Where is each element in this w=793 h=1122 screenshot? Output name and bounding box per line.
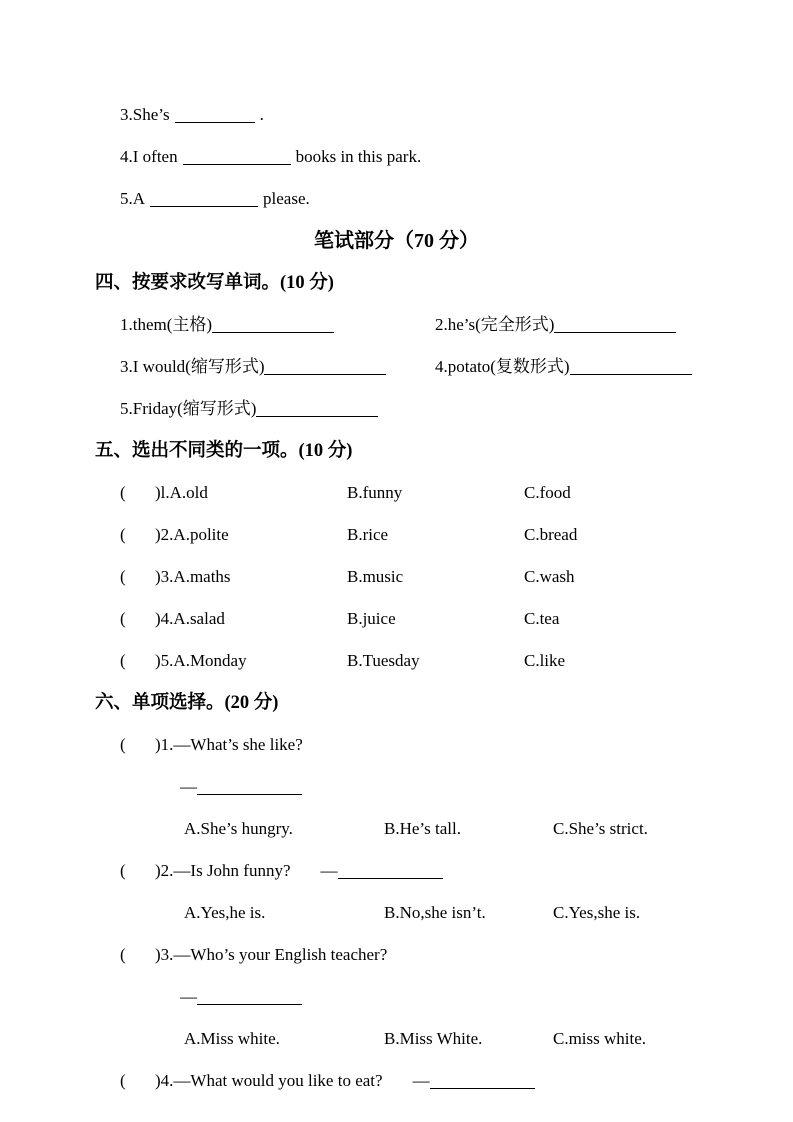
fill-item-3 (0, 94, 793, 136)
fill-item-prefix: 3.She’s (120, 105, 170, 124)
odd-one-out-row-2 (0, 514, 793, 556)
word-rewrite-label: 3.I would(缩写形式) (120, 357, 265, 376)
answer-paren: ( (120, 945, 126, 964)
odd-one-out-row-5 (0, 640, 793, 682)
option-b: B.He’s tall. (384, 819, 461, 838)
option-a: A.Miss white. (184, 1029, 280, 1048)
fill-item-suffix: . (259, 105, 264, 124)
answer-paren: ( (120, 525, 126, 544)
question-stem: )2.—Is John funny? (155, 861, 291, 880)
mc-q3-options-row (0, 1018, 793, 1060)
answer-paren: ( (120, 609, 126, 628)
word-rewrite-label: 5.Friday(缩写形式) (120, 399, 257, 418)
word-rewrite-item-5 (120, 388, 435, 430)
answer-blank (338, 865, 443, 879)
option-b: B.juice (347, 609, 396, 628)
answer-dash: — (180, 987, 197, 1006)
section-five-heading: 五、选出不同类的一项。(10 分) (95, 441, 353, 461)
option-c: C.tea (524, 609, 560, 628)
option-b: B.rice (347, 525, 389, 544)
word-rewrite-item-1 (120, 304, 435, 346)
odd-one-out-row-1 (0, 472, 793, 514)
option-c: C.wash (524, 567, 575, 586)
option-a: )l.A.old (155, 483, 208, 502)
fill-item-suffix: please. (263, 189, 310, 208)
word-rewrite-label: 4.potato(复数形式) (435, 357, 570, 376)
answer-paren: ( (120, 1071, 126, 1090)
answer-blank (175, 109, 255, 123)
option-c: C.miss white. (553, 1029, 647, 1048)
mc-q4-stem-row (0, 1060, 793, 1102)
answer-blank (264, 361, 386, 375)
mc-q3-stem-row (0, 934, 793, 976)
answer-blank (197, 781, 302, 795)
option-c: C.like (524, 651, 566, 670)
word-rewrite-label: 1.them(主格) (120, 315, 213, 334)
answer-blank (183, 151, 291, 165)
option-b: B.funny (347, 483, 403, 502)
word-rewrite-item-3 (120, 346, 435, 388)
option-a: )5.A.Monday (155, 651, 247, 670)
word-rewrite-label: 2.he’s(完全形式) (435, 315, 555, 334)
option-c: C.bread (524, 525, 578, 544)
answer-blank (150, 193, 258, 207)
option-c: C.food (524, 483, 571, 502)
word-rewrite-row-3 (0, 388, 793, 430)
answer-blank (570, 361, 692, 375)
odd-one-out-row-4 (0, 598, 793, 640)
answer-paren: ( (120, 483, 126, 502)
answer-blank (197, 991, 302, 1005)
written-part-heading: 笔试部分（70 分） (314, 230, 479, 252)
mc-q2-options-row (0, 892, 793, 934)
answer-dash: — (412, 1071, 430, 1090)
option-a: A.She’s hungry. (184, 819, 293, 838)
mc-q1-answer-row (0, 766, 793, 808)
option-a: )2.A.polite (155, 525, 229, 544)
odd-one-out-row-3 (0, 556, 793, 598)
mc-q1-stem-row (0, 724, 793, 766)
section-six-heading: 六、单项选择。(20 分) (95, 693, 279, 713)
option-a: )4.A.salad (155, 609, 225, 628)
answer-paren: ( (120, 567, 126, 586)
fill-item-5 (0, 178, 793, 220)
answer-blank (430, 1075, 535, 1089)
answer-blank (554, 319, 676, 333)
answer-dash: — (180, 777, 197, 796)
mc-q3-answer-row (0, 976, 793, 1018)
fill-item-suffix: books in this park. (295, 147, 422, 166)
word-rewrite-item-4 (435, 346, 692, 388)
answer-dash: — (320, 861, 338, 880)
answer-paren: ( (120, 651, 126, 670)
answer-blank (256, 403, 378, 417)
option-a: A.Yes,he is. (184, 903, 266, 922)
option-b: B.Tuesday (347, 651, 420, 670)
fill-item-4 (0, 136, 793, 178)
section-four-heading: 四、按要求改写单词。(10 分) (95, 273, 334, 293)
answer-blank (212, 319, 334, 333)
option-c: C.Yes,she is. (553, 903, 641, 922)
fill-item-prefix: 4.I often (120, 147, 178, 166)
fill-item-prefix: 5.A (120, 189, 146, 208)
mc-q1-options-row (0, 808, 793, 850)
question-stem: )1.—What’s she like? (155, 735, 303, 754)
option-a: )3.A.maths (155, 567, 231, 586)
option-b: B.Miss White. (384, 1029, 483, 1048)
word-rewrite-row-2 (0, 346, 793, 388)
option-b: B.No,she isn’t. (384, 903, 486, 922)
mc-q2-stem-row (0, 850, 793, 892)
answer-paren: ( (120, 861, 126, 880)
option-c: C.She’s strict. (553, 819, 648, 838)
word-rewrite-item-2 (435, 304, 676, 346)
question-stem: )3.—Who’s your English teacher? (155, 945, 388, 964)
top-margin (0, 0, 793, 94)
option-b: B.music (347, 567, 404, 586)
question-stem: )4.—What would you like to eat? (155, 1071, 383, 1090)
answer-paren: ( (120, 735, 126, 754)
word-rewrite-row-1 (0, 304, 793, 346)
